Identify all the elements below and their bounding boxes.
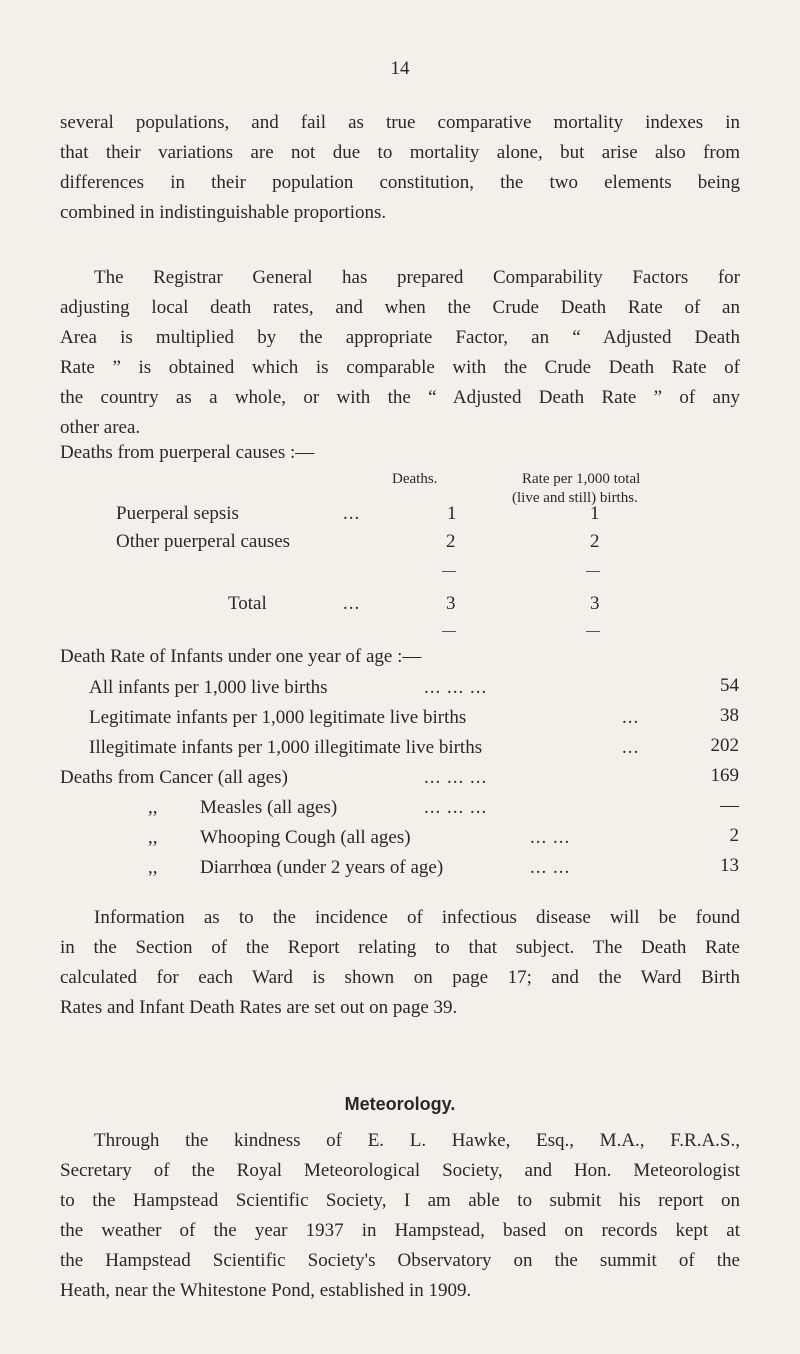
sum-rule (586, 631, 600, 632)
section-heading-meteorology: Meteorology. (344, 1094, 456, 1114)
infant-row-label: Legitimate infants per 1,000 legitimate live births (89, 707, 467, 728)
infant-row-label: All infants per 1,000 live births (89, 677, 328, 698)
cancer-deaths-value: 169 (710, 765, 739, 786)
puerperal-rate-value: 1 (590, 503, 600, 524)
leader-dots: ... ... ... (424, 677, 488, 698)
leader-dots: ... (343, 593, 361, 614)
infant-row-label: Illegitimate infants per 1,000 illegitimate live births (89, 737, 483, 758)
text-line: Through the kindness of E. L. Hawke, Esq., M.A., F.R.A.S., (94, 1130, 740, 1151)
cause-label: Measles (all ages) (200, 797, 338, 818)
text-line: Information as to the incidence of infectious disease will be found (94, 907, 740, 928)
text-line: Rates and Infant Death Rates are set out on page 39. (60, 997, 458, 1018)
registrar-paragraph (60, 263, 740, 443)
col-header-deaths: Deaths. (392, 471, 438, 487)
col-header-rate-line1: Rate per 1,000 total (522, 471, 641, 487)
puerperal-row-label: Puerperal sepsis (116, 503, 239, 524)
ditto-mark: ,, (148, 857, 158, 878)
ditto-mark: ,, (148, 797, 158, 818)
leader-dots: ... ... (530, 827, 571, 848)
puerperal-rate-value: 2 (590, 531, 600, 552)
cause-label: Diarrhœa (under 2 years of age) (200, 857, 444, 878)
text-line: The Registrar General has prepared Comparability Factors for (94, 267, 740, 288)
cause-deaths-value: 13 (720, 855, 739, 876)
sum-rule (586, 571, 600, 572)
leader-dots: ... (622, 737, 640, 758)
leader-dots: ... (343, 503, 361, 524)
text-line: calculated for each Ward is shown on page 17; and the Ward Birth (60, 967, 740, 988)
infant-rate-value: 54 (720, 675, 739, 696)
sum-rule (442, 571, 456, 572)
ditto-mark: ,, (148, 827, 158, 848)
leader-dots: ... ... ... (424, 767, 488, 788)
text-line: Heath, near the Whitestone Pond, established in 1909. (60, 1280, 472, 1301)
text-line: in the Section of the Report relating to that subject. The Death Rate (60, 937, 740, 958)
leader-dots: ... (622, 707, 640, 728)
meteorology-paragraph (60, 1126, 740, 1306)
infant-rate-value: 202 (710, 735, 739, 756)
text-line: that their variations are not due to mortality alone, but arise also from (60, 142, 740, 163)
text-line: combined in indistinguishable proportions. (60, 202, 387, 223)
infant-rate-value: 38 (720, 705, 739, 726)
col-header-rate-line2: (live and still) births. (512, 490, 638, 506)
text-line: adjusting local death rates, and when the Crude Death Rate of an (60, 297, 740, 318)
text-line: differences in their population constitution, the two elements being (60, 172, 740, 193)
text-line: Secretary of the Royal Meteorological Society, and Hon. Meteorologist (60, 1160, 740, 1181)
puerperal-title: Deaths from puerperal causes :— (60, 442, 315, 463)
puerperal-deaths-value: 2 (446, 531, 456, 552)
text-line: Area is multiplied by the appropriate Factor, an “ Adjusted Death (60, 327, 740, 348)
puerperal-row-label: Other puerperal causes (116, 531, 291, 552)
text-line: several populations, and fail as true comparative mortality indexes in (60, 112, 740, 133)
puerperal-total-label: Total (228, 593, 267, 614)
cause-deaths-value: — (720, 795, 739, 816)
intro-paragraph (60, 108, 740, 228)
text-line: the Hampstead Scientific Society's Observatory on the summit of the (60, 1250, 740, 1271)
information-paragraph (60, 903, 740, 1023)
sum-rule (442, 631, 456, 632)
text-line: Rate ” is obtained which is comparable with the Crude Death Rate of (60, 357, 740, 378)
page-number: 14 (390, 58, 410, 79)
puerperal-total-deaths: 3 (446, 593, 456, 614)
cancer-label: Deaths from Cancer (all ages) (60, 767, 288, 788)
infant-title: Death Rate of Infants under one year of age :— (60, 646, 422, 667)
puerperal-total-rate: 3 (590, 593, 600, 614)
puerperal-deaths-value: 1 (447, 503, 457, 524)
text-line: the country as a whole, or with the “ Adjusted Death Rate ” of any (60, 387, 740, 408)
leader-dots: ... ... (530, 857, 571, 878)
cause-label: Whooping Cough (all ages) (200, 827, 411, 848)
text-line: to the Hampstead Scientific Society, I am able to submit his report on (60, 1190, 740, 1211)
leader-dots: ... ... ... (424, 797, 488, 818)
text-line: the weather of the year 1937 in Hampstead, based on records kept at (60, 1220, 740, 1241)
cause-deaths-value: 2 (729, 825, 739, 846)
text-line: other area. (60, 417, 141, 438)
